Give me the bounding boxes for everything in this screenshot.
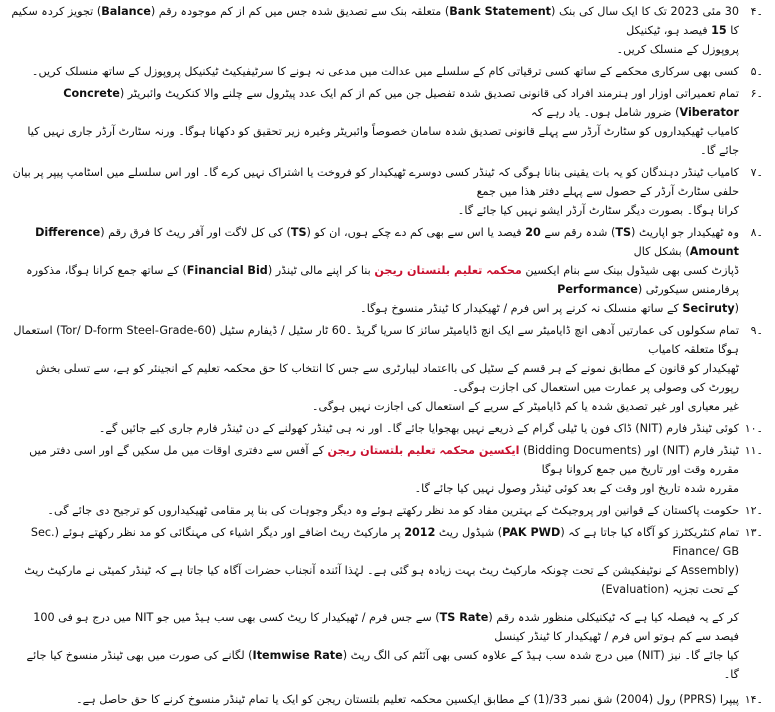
text-run: ) تجویز کردہ سکیم کا: [11, 5, 739, 37]
clause-number: ۱۳۔: [744, 526, 763, 539]
bold-term: Concrete Viberator: [63, 87, 739, 119]
text-run: ) شدہ رقم سے: [540, 226, 616, 239]
text-run: کوئی ٹینڈر فارم (NIT) ڈاک فون یا ٹیلی گرام کے ذریعے نہیں بھجوایا جائے گا۔ اور نہ ہی ٹینڈر کھولنے کے دن ٹینڈر فارم جاری کیے جائیں گے۔: [98, 422, 739, 435]
clause-list: [10, 2, 765, 602]
text-run: ) کے ساتھ جمع کرانا ہوگا، مذکورہ پرفارمنس سیکورٹی (: [26, 264, 739, 296]
bold-term: Seciruty: [682, 302, 735, 315]
clause: [10, 62, 765, 81]
text-run: فیصد ہو، ٹیکنیکل: [626, 24, 712, 37]
clause: [10, 441, 765, 498]
highlighted-office-name: محکمہ تعلیم بلتستان ریجن: [374, 264, 522, 277]
text-run: کامیاب ٹینڈر دہندگان کو یہ بات یقینی بنانا ہوگی کہ ٹینڈر کسی دوسرے ٹھیکیدار کو فروخت یا اشتراک نہیں کرے گا۔ اور اس سلسلے میں اسٹامپ پیپر پر بیان حلفی سٹارٹ آرڈر کے حصول سے پہلے دفتر ھذا میں جمع: [12, 166, 739, 198]
text-line: [10, 122, 739, 160]
text-run: مقررہ شدہ تاریخ اور وقت کے بعد کوئی ٹینڈر وصول نہیں کیا جائے گا۔: [414, 482, 739, 495]
bold-term: Balance: [101, 5, 151, 18]
text-run: کیا جائے گا۔ نیز (NIT) میں درج شدہ سب ہیڈ کے علاوہ کسی بھی آئٹم کی الگ ریٹ (: [342, 649, 739, 662]
text-line: [10, 359, 739, 397]
text-line: [10, 163, 739, 201]
clause: [10, 163, 765, 220]
bold-term: TS: [615, 226, 632, 239]
bold-term: Bank Statement: [449, 5, 552, 18]
text-run: ) متعلقہ بنک سے تصدیق شدہ جس میں کم از کم موجودہ رقم (: [150, 5, 450, 18]
text-line: [10, 84, 739, 122]
final-clause: [10, 690, 765, 712]
text-line: [10, 608, 739, 646]
text-line: [10, 223, 739, 261]
text-line: [10, 299, 739, 318]
text-run: کامیاب ٹھیکیداروں کو سٹارٹ آرڈر سے پہلے قانونی تصدیق شدہ سامان خصوصاً وائبریٹر وغیرہ زیر تحقیق کو دکھانا ہوگا۔ ورنہ سٹارٹ آرڈر جاری نہیں کیا جائے گا۔: [27, 125, 739, 157]
clause-number: ۶۔: [750, 87, 763, 100]
text-run: ٹھیکیدار کو قانون کے مطابق نمونے کے ہر قسم کے سٹیل کی بااعتماد لیبارٹری سے جس کا انتخاب کا حق محکمہ تعلیم کے انجینئر کو ہے، سے تسلی بخش رپورٹ کی وصولی پر عمارت میں استعمال کی اجازت ہوگی۔: [35, 362, 739, 394]
clause-number: ۸۔: [750, 226, 763, 239]
highlighted-office-name: ایکسین محکمہ تعلیم بلتستان ریجن: [327, 444, 520, 457]
clause: [10, 690, 765, 709]
clause-number: ۱۱۔: [744, 444, 763, 457]
text-run: ) کی کل لاگت اور آفر ریٹ کا فرق رقم (: [100, 226, 291, 239]
text-run: بنا کر اپنے مالی ٹینڈر (: [267, 264, 375, 277]
bold-term: PAK PWD: [502, 526, 561, 539]
text-run: ) بشکل کال: [633, 245, 690, 258]
text-run: فیصد یا اس سے بھی کم دے چکے ہوں، ان کو (: [306, 226, 526, 239]
text-line: [10, 523, 739, 561]
clause-number: ۷۔: [750, 166, 763, 179]
text-run: پر مارکیٹ ریٹ اضافے اور دیگر اشیاء کی مہنگائی کو مد نظر رکھتے ہوئے (Sec. Finance/ GB: [30, 526, 739, 558]
text-run: کسی بھی سرکاری محکمے کے ساتھ کسی ترقیاتی کام کے سلسلے میں عدالت میں مدعی نہ ہونے کا سرٹیفیکیٹ ٹیکنیکل پروپوزل کے ساتھ منسلک کریں۔: [31, 65, 739, 78]
text-line: [10, 321, 739, 359]
text-run: تمام تعمیراتی اوزار اور ہنرمند افراد کی قانونی تصدیق شدہ تفصیل جن میں کم از کم ایک عدد پیٹرول سے چلنے والا کنکریٹ وائبریٹر (: [119, 87, 739, 100]
bold-term: 15: [711, 24, 727, 37]
clause-number: ۱۴۔: [744, 693, 763, 706]
bold-term: TS Rate: [439, 611, 489, 624]
text-line: [10, 201, 739, 220]
text-run: تمام کنٹریکٹرز کو آگاہ کیا جاتا ہے کہ (: [560, 526, 739, 539]
text-run: ) سے جس فرم / ٹھیکیدار کا ریٹ کسی بھی سب ہیڈ میں جو NIT میں درج ہو فی 100 فیصد سے کم ہوتو اس فرم / ٹھیکیدار کا ٹینڈر کینسل: [33, 611, 739, 643]
clause: [10, 2, 765, 59]
bold-term: Difference Amount: [35, 226, 739, 258]
evaluation-paragraph: [10, 608, 765, 684]
bold-term: Financial Bid: [186, 264, 268, 277]
text-run: تمام سکولوں کی عمارتیں آدھی انچ ڈایامیٹر سے ایک انچ ڈایامیٹر سائز کا سریا گریڈ ۔60 ٹار سٹیل / ڈیفارم سٹیل (Tor/ D-form Steel-Grade-60) استعمال ہوگا متعلقہ کامیاب: [13, 324, 739, 356]
clause: [10, 523, 765, 599]
text-line: [10, 479, 739, 498]
text-line: [10, 397, 739, 416]
text-run: غیر معیاری اور غیر تصدیق شدہ یا کم ڈایامیٹر کے سریے کے استعمال کی اجازت نہیں ہوگی۔: [311, 400, 739, 413]
clause-number: ۱۰۔: [744, 422, 763, 435]
clause: [10, 223, 765, 318]
text-line: [10, 501, 739, 520]
text-run: کے ساتھ منسلک نہ کرنے پر اس فرم / ٹھیکیدار کا ٹینڈر منسوخ ہوگا۔: [360, 302, 683, 315]
text-line: [10, 561, 739, 599]
text-run: ) لگانے کی صورت میں بھی ٹینڈر منسوخ کیا جائے گا۔: [26, 649, 739, 681]
text-line: [10, 690, 739, 709]
clause-number: ۹۔: [750, 324, 763, 337]
text-run: وہ ٹھیکیدار جو اپاریٹ (: [631, 226, 739, 239]
bold-term: TS: [290, 226, 307, 239]
text-run: کرانا ہوگا۔ بصورت دیگر سٹارٹ آرڈر ایشو نہیں کیا جائے گا۔: [457, 204, 739, 217]
clause-number: ۴۔: [750, 5, 763, 18]
clause: [10, 321, 765, 416]
text-run: (: [734, 302, 739, 315]
text-run: حکومت پاکستان کے قوانین اور پروجیکٹ کے بہترین مفاد کو مد نظر رکھتے ہوئے وہ دیگر وجوہات کی بنا پر مقامی ٹھیکیداروں کو ترجیح دی جائے گی۔: [47, 504, 739, 517]
text-line: [10, 646, 739, 684]
text-run: ) ضرور شامل ہوں۔ یاد رہے کہ: [531, 106, 680, 119]
text-line: [10, 441, 739, 479]
clause-number: ۵۔: [750, 65, 763, 78]
text-run: کر کے یہ فیصلہ کیا ہے کہ ٹیکنیکلی منظور شدہ رقم (: [488, 611, 739, 624]
clause: [10, 501, 765, 520]
text-run: پیپرا (PPRS) رول (2004) شق نمبر 33/(1) کے مطابق ایکسین محکمہ تعلیم بلتستان ریجن کو ایک یا تمام ٹینڈر منسوخ کرنے کا حق حاصل ہے۔: [76, 693, 739, 706]
text-run: ٹینڈر فارم (NIT) اور (Bidding Documents): [519, 444, 739, 457]
text-run: پروپوزل کے منسلک کریں۔: [616, 43, 739, 56]
bold-term: Itemwise Rate: [252, 649, 343, 662]
text-line: [10, 40, 739, 59]
bold-term: 2012: [404, 526, 436, 539]
text-line: [10, 62, 739, 81]
text-line: [10, 419, 739, 438]
clause: [10, 419, 765, 438]
bold-term: Performance: [557, 283, 638, 296]
text-line: [10, 261, 739, 299]
text-run: کے آفس سے دفتری اوقات میں مل سکیں گے اور اسی دفتر میں مقررہ وقت اور تاریخ میں جمع کروانا ہوگا: [29, 444, 739, 476]
text-run: (Assembly کے نوٹیفکیشن کے تحت چونکہ مارکیٹ ریٹ بہت زیادہ ہو گئی ہے۔ لہٰذا آئندہ آنجناب حضرات آگاہ کیا جاتا ہے کہ ٹینڈر کمیٹی نے مارکیٹ ریٹ کے تحت تجزیہ (Evaluation): [24, 564, 739, 596]
text-run: ڈپازٹ کسی بھی شیڈول بینک سے بنام ایکسین: [521, 264, 739, 277]
text-run: ) شیڈول ریٹ: [435, 526, 503, 539]
text-run: 30 مئی 2023 تک کا ایک سال کی بنک (: [551, 5, 739, 18]
text-line: [10, 2, 739, 40]
clause: [10, 84, 765, 160]
clause-number: ۱۲۔: [744, 504, 763, 517]
bold-term: 20: [525, 226, 541, 239]
